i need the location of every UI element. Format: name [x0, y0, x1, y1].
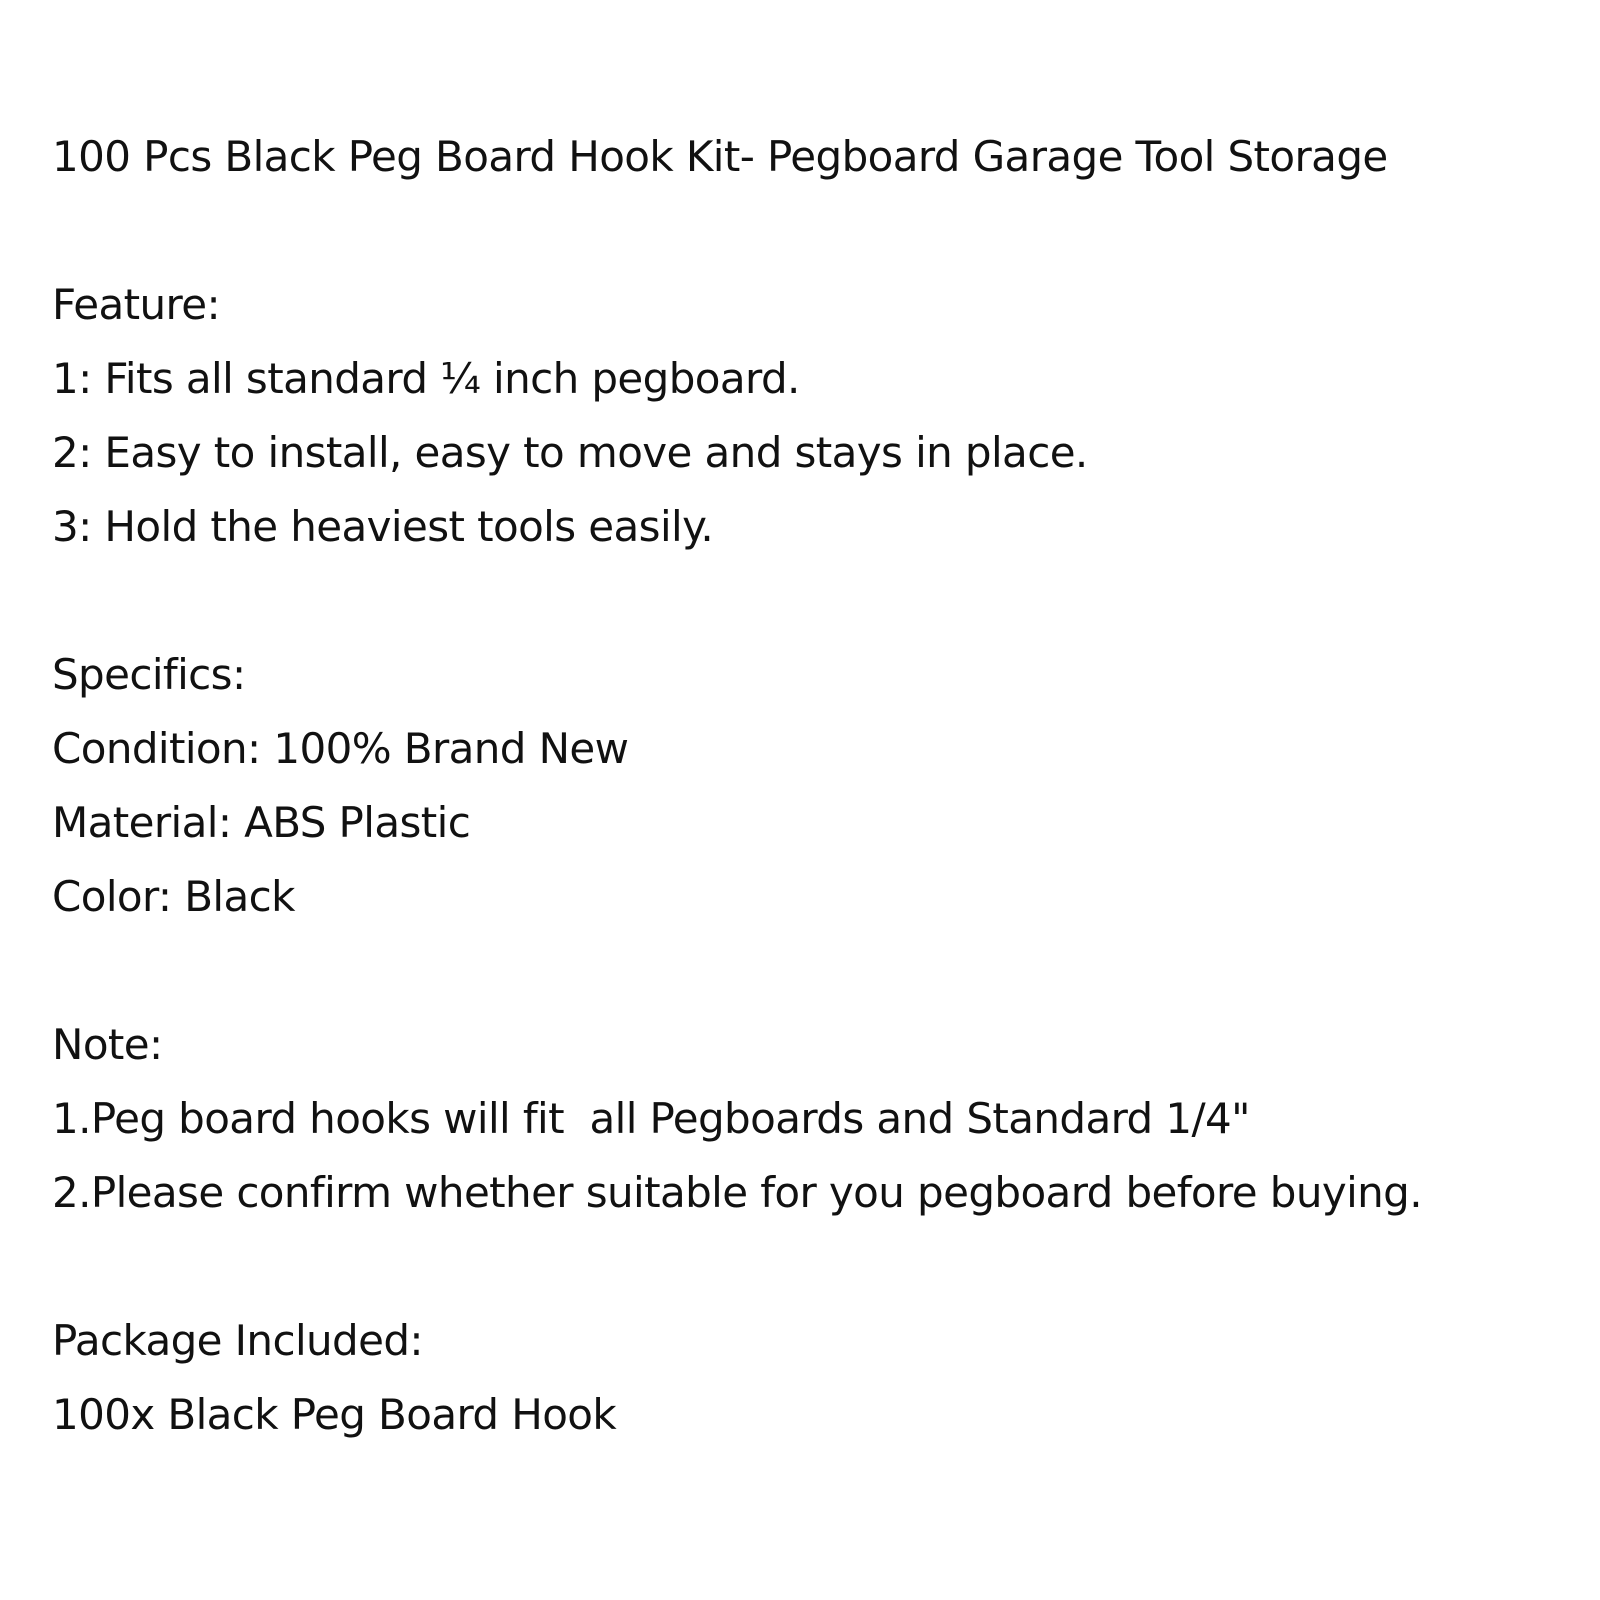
- note-heading: Note:: [52, 1020, 163, 1069]
- specifics-item: Color: Black: [52, 872, 295, 921]
- feature-section: [52, 268, 1572, 564]
- spacer: [52, 564, 1572, 638]
- package-section: [52, 1304, 1572, 1452]
- feature-heading: Feature:: [52, 280, 221, 329]
- spacer: [52, 194, 1572, 268]
- package-item: 100x Black Peg Board Hook: [52, 1390, 617, 1439]
- spacer: [52, 1230, 1572, 1304]
- note-item: 2.Please confirm whether suitable for you pegboard before buying.: [52, 1168, 1422, 1217]
- feature-item: 1: Fits all standard ¼ inch pegboard.: [52, 354, 800, 403]
- product-title: 100 Pcs Black Peg Board Hook Kit- Pegboard Garage Tool Storage: [52, 132, 1388, 181]
- specifics-section: [52, 638, 1572, 934]
- specifics-item: Material: ABS Plastic: [52, 798, 471, 847]
- note-section: [52, 1008, 1572, 1230]
- package-heading: Package Included:: [52, 1316, 423, 1365]
- feature-item: 2: Easy to install, easy to move and stays in place.: [52, 428, 1088, 477]
- product-description: [52, 120, 1572, 1452]
- specifics-heading: Specifics:: [52, 650, 246, 699]
- specifics-item: Condition: 100% Brand New: [52, 724, 629, 773]
- note-item: 1.Peg board hooks will fit all Pegboards and Standard 1/4": [52, 1094, 1250, 1143]
- feature-item: 3: Hold the heaviest tools easily.: [52, 502, 714, 551]
- spacer: [52, 934, 1572, 1008]
